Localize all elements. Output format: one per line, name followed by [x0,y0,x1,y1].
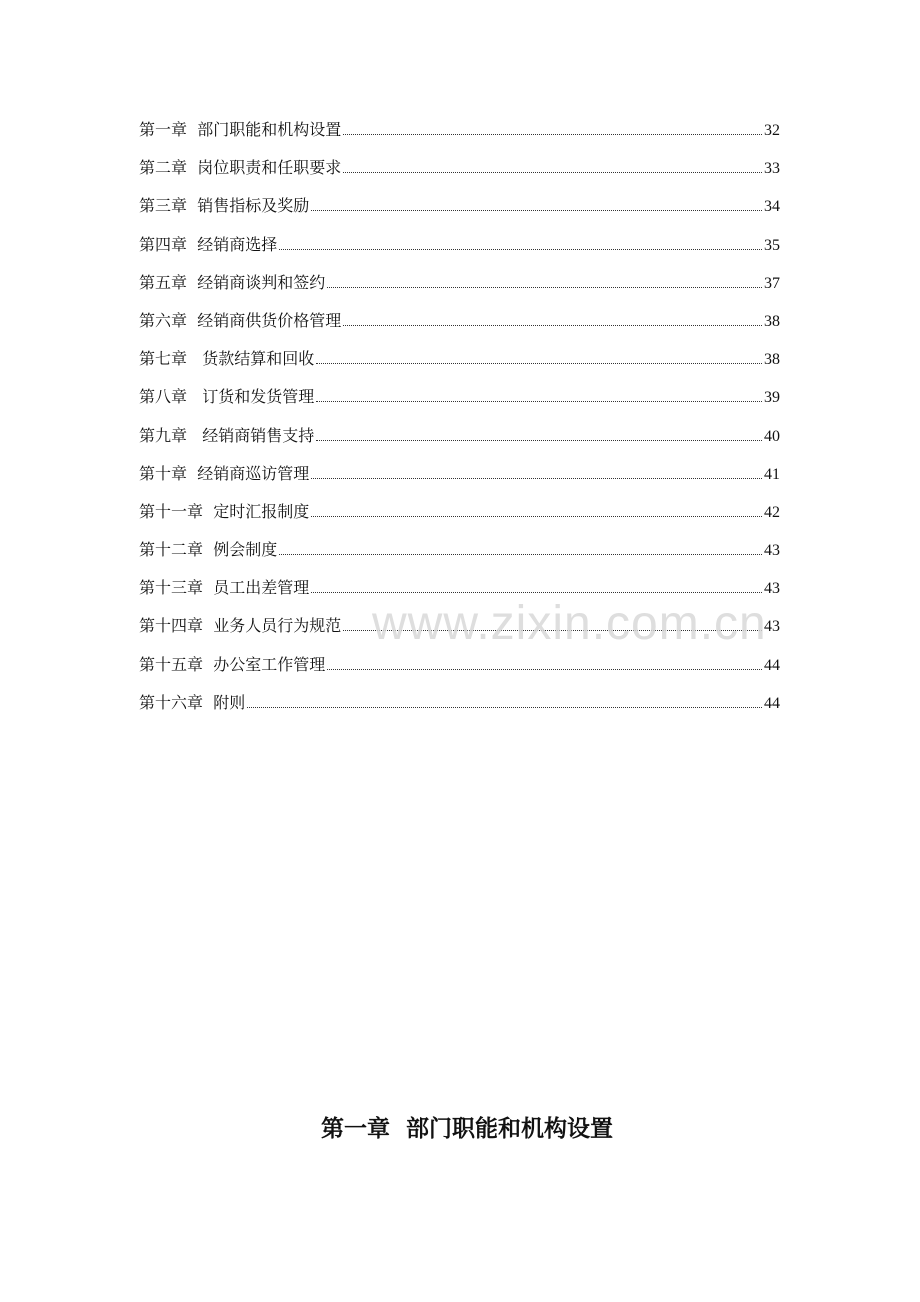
toc-chapter-number: 第四章 [139,234,188,254]
toc-chapter-title: 例会制度 [213,540,278,560]
toc-chapter-title: 货款结算和回收 [197,349,315,369]
chapter-heading [0,1110,920,1143]
toc-page-number: 37 [764,274,780,292]
toc-dot-leader [311,477,762,479]
toc-chapter-number: 第十六章 [139,692,204,712]
toc-page-number: 34 [764,198,780,216]
toc-dot-leader [311,515,762,517]
toc-dot-leader [327,286,762,288]
toc-dot-leader [343,133,762,135]
toc-entry[interactable] [139,613,780,651]
toc-chapter-number: 第十四章 [139,616,204,636]
toc-entry[interactable] [139,499,780,537]
toc-page-number: 40 [764,427,780,445]
toc-entry[interactable] [139,423,780,461]
toc-chapter-number: 第十章 [139,463,188,483]
toc-page-number: 43 [764,618,780,636]
toc-chapter-number: 第十三章 [139,578,204,598]
toc-entry[interactable] [139,652,780,690]
toc-chapter-title: 部门职能和机构设置 [197,120,342,139]
toc-entry[interactable] [139,575,780,613]
toc-chapter-title: 业务人员行为规范 [213,616,342,636]
toc-chapter-title: 销售指标及奖励 [197,196,310,216]
toc-page-number: 43 [764,542,780,560]
toc-chapter-title: 员工出差管理 [213,578,310,598]
toc-chapter-title: 经销商谈判和签约 [197,272,326,292]
toc-page-number: 42 [764,503,780,521]
toc-dot-leader [279,248,762,250]
toc-chapter-title: 经销商供货价格管理 [197,310,342,330]
toc-entry[interactable] [139,232,780,270]
toc-chapter-number: 第五章 [139,272,188,292]
toc-dot-leader [327,668,762,670]
watermark: www.zixin.com.cn [372,597,767,650]
toc-dot-leader [316,362,762,364]
toc-chapter-title: 定时汇报制度 [213,501,310,521]
toc-page-number: 33 [764,160,780,178]
toc-dot-leader [247,706,762,708]
toc-entry[interactable] [139,270,780,308]
toc-dot-leader [311,209,762,211]
toc-chapter-number: 第十二章 [139,540,204,560]
toc-chapter-title: 岗位职责和任职要求 [197,158,342,178]
toc-dot-leader [343,629,762,631]
toc-chapter-number: 第七章 [139,349,188,369]
chapter-heading-number: 第一章 [320,1116,390,1142]
table-of-contents [139,117,780,728]
toc-page-number: 43 [764,580,780,598]
toc-chapter-number: 第三章 [139,196,188,216]
toc-chapter-number: 第二章 [139,158,188,178]
toc-entry[interactable] [139,193,780,231]
toc-chapter-title: 经销商巡访管理 [197,463,310,483]
toc-dot-leader [279,553,762,555]
toc-entry[interactable] [139,461,780,499]
toc-entry[interactable] [139,690,780,728]
toc-chapter-title: 订货和发货管理 [197,387,315,407]
chapter-heading-title: 部门职能和机构设置 [406,1116,613,1142]
toc-chapter-number: 第八章 [139,387,188,407]
toc-entry[interactable] [139,346,780,384]
toc-page-number: 44 [764,694,780,712]
toc-chapter-number: 第十五章 [139,654,204,674]
toc-chapter-title: 附则 [213,692,246,712]
toc-page-number: 35 [764,236,780,254]
toc-page-number: 41 [764,465,780,483]
toc-entry[interactable] [139,308,780,346]
toc-entry[interactable] [139,155,780,193]
toc-dot-leader [316,439,762,441]
toc-page-number: 32 [764,122,780,139]
toc-page-number: 44 [764,656,780,674]
toc-page-number: 38 [764,351,780,369]
toc-dot-leader [343,171,762,173]
toc-chapter-number: 第一章 [139,120,188,139]
toc-entry[interactable] [139,117,780,155]
toc-dot-leader [343,324,762,326]
toc-chapter-title: 办公室工作管理 [213,654,326,674]
toc-chapter-title: 经销商选择 [197,234,278,254]
toc-page-number: 39 [764,389,780,407]
toc-chapter-number: 第六章 [139,310,188,330]
toc-chapter-number: 第十一章 [139,501,204,521]
toc-page-number: 38 [764,312,780,330]
toc-chapter-title: 经销商销售支持 [197,425,315,445]
toc-entry[interactable] [139,537,780,575]
toc-entry[interactable] [139,384,780,422]
toc-dot-leader [316,400,762,402]
toc-dot-leader [311,591,762,593]
toc-chapter-number: 第九章 [139,425,188,445]
